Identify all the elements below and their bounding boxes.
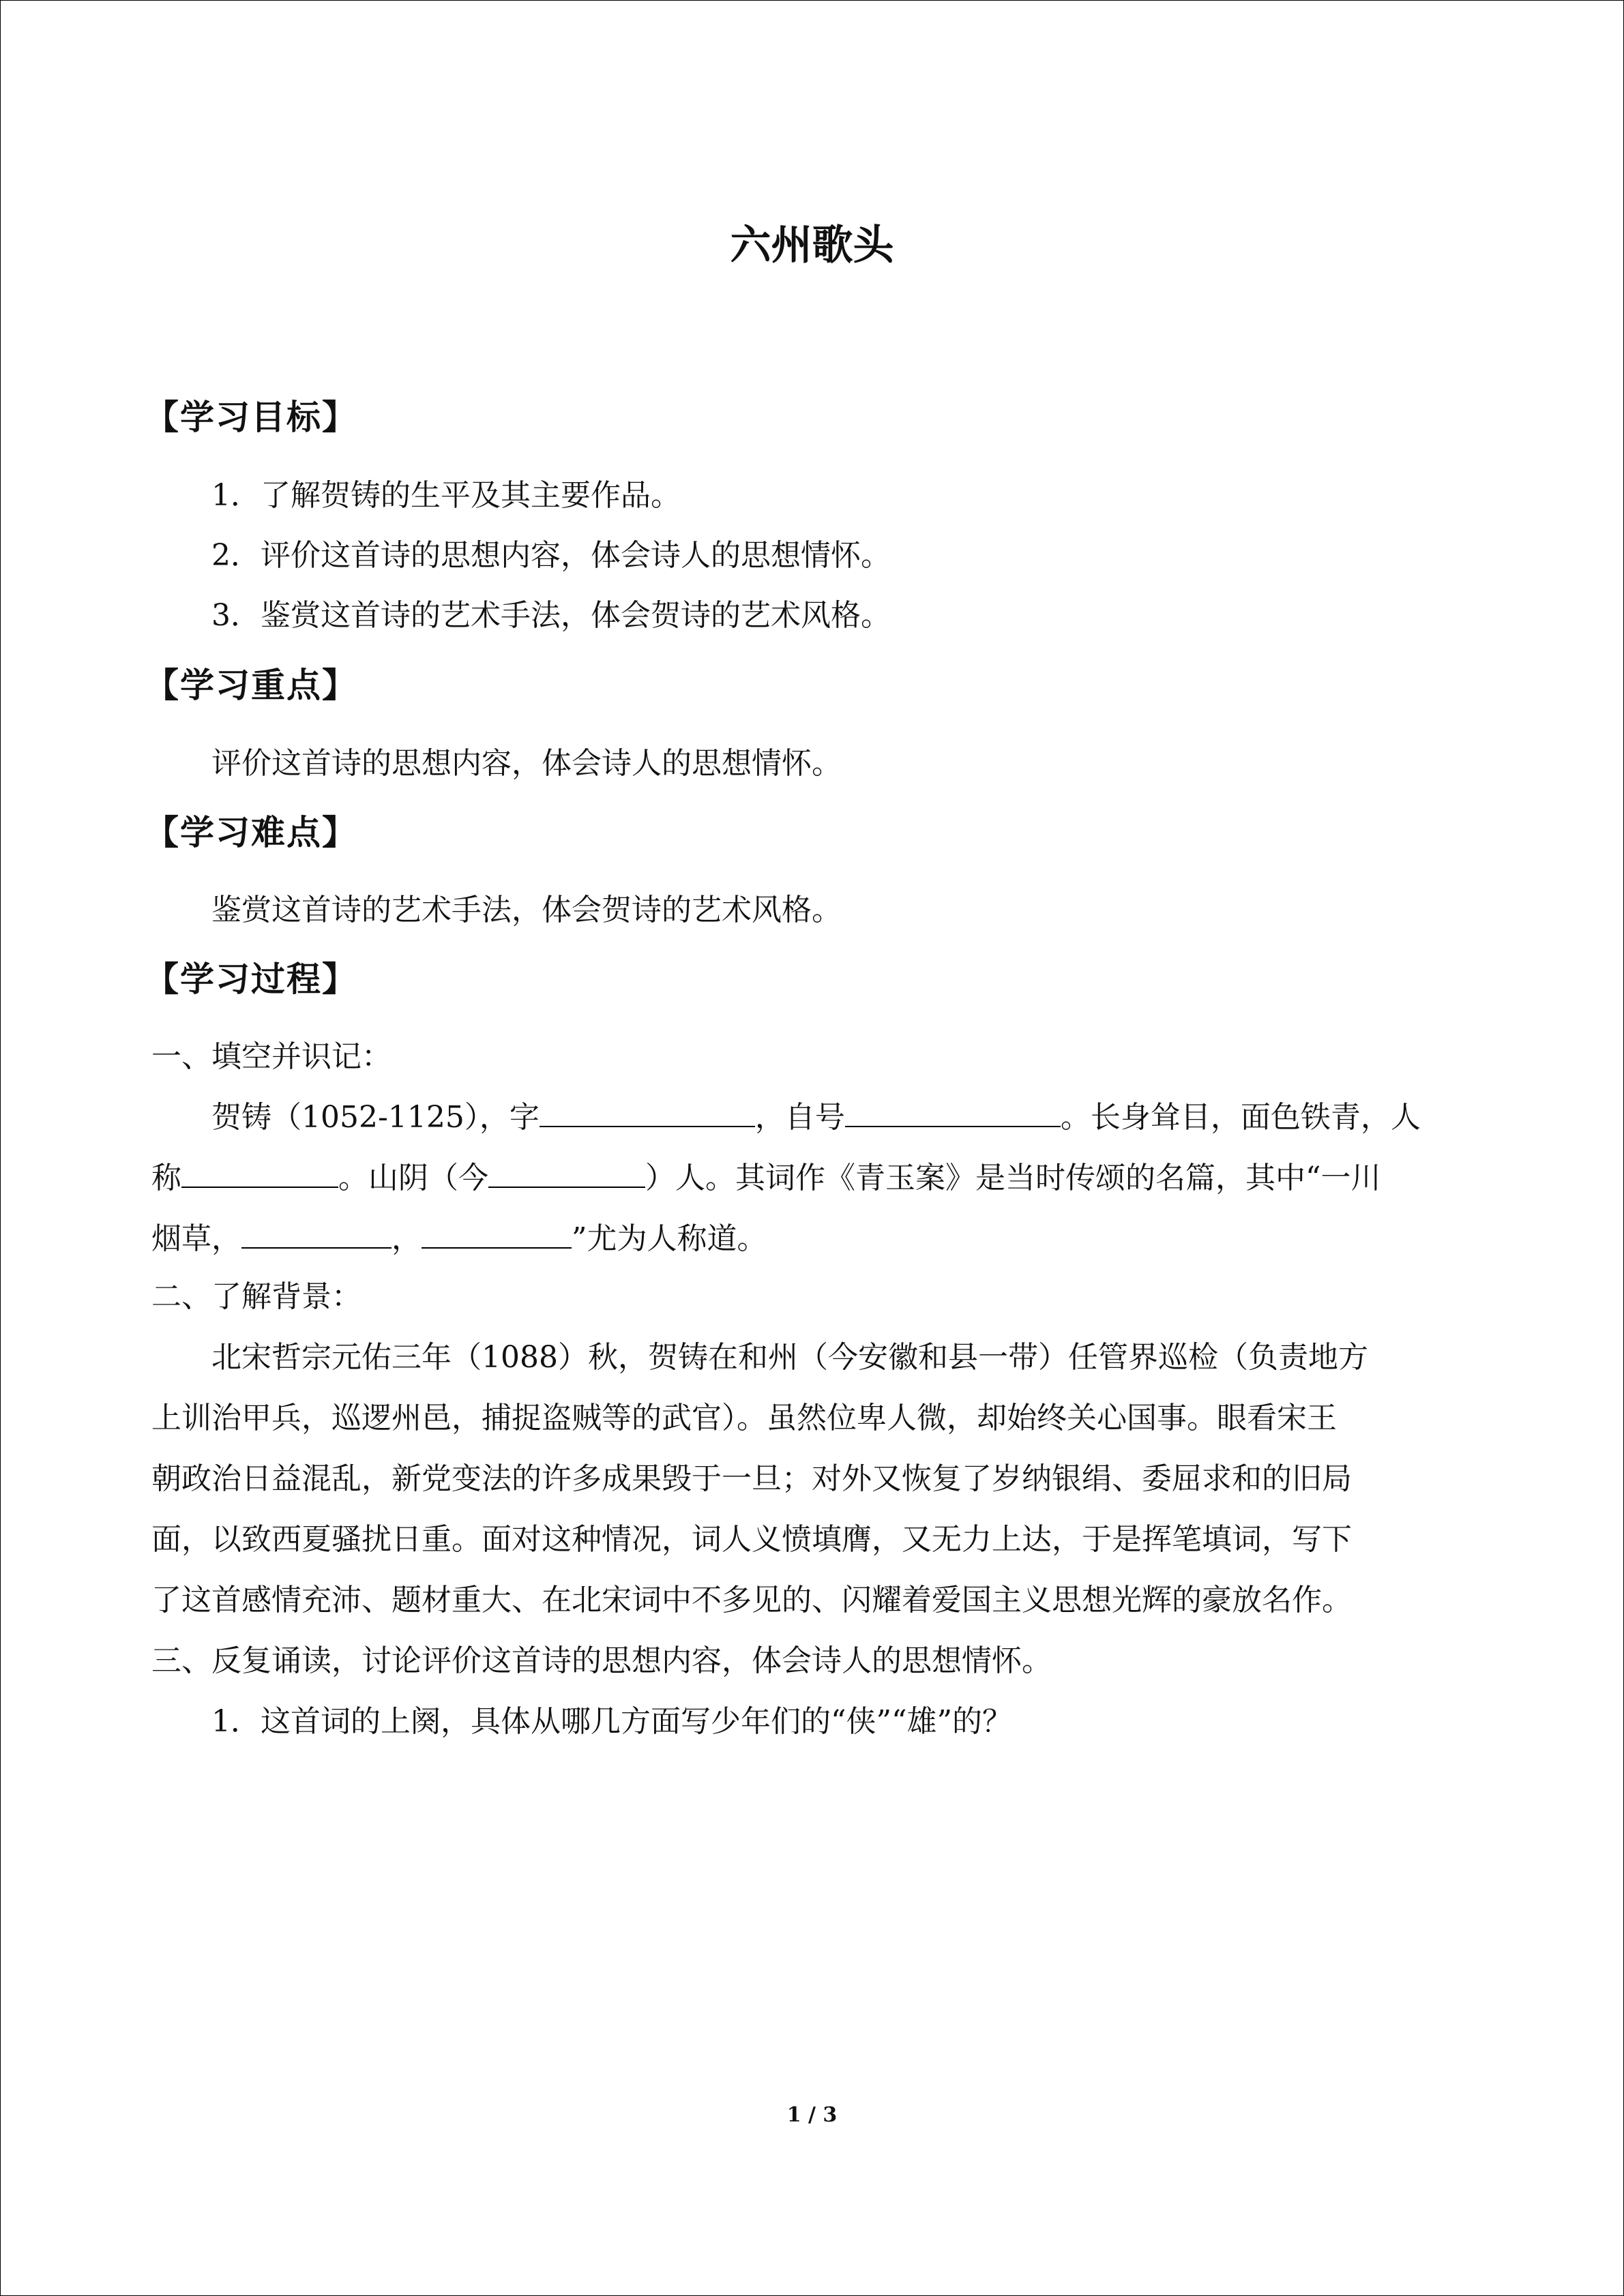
fill-text: ）人。其词作《青玉案》是当时传颂的名篇，其中“一川 (645, 1161, 1381, 1195)
fill-text: 烟草， (151, 1221, 241, 1256)
heading-goals: 【学习目标】 (145, 398, 357, 437)
fill-line-2 (151, 1155, 1381, 1199)
section2-heading: 二、了解背景： (151, 1279, 361, 1314)
fill-blank-courtesy-name[interactable] (540, 1094, 755, 1127)
background-line: 了这首感情充沛、题材重大、在北宋词中不多见的、闪耀着爱国主义思想光辉的豪放名作。 (151, 1583, 1352, 1617)
fill-blank-pen-name[interactable] (845, 1094, 1061, 1127)
heading-process: 【学习过程】 (145, 959, 357, 999)
background-line: 上训治甲兵，巡逻州邑，捕捉盗贼等的武官）。虽然位卑人微，却始终关心国事。眼看宋王 (151, 1401, 1337, 1435)
question-1: 1．这首词的上阕，具体从哪几方面写少年们的“侠”“雄”的？ (211, 1704, 1012, 1739)
fill-text: 。长身耸目，面色铁青，人 (1060, 1100, 1421, 1135)
background-line: 北宋哲宗元佑三年（1088）秋，贺铸在和州（今安徽和县一带）任管界巡检（负责地方 (211, 1340, 1368, 1375)
page-title: 六州歌头 (730, 222, 894, 269)
goal-item: 3．鉴赏这首诗的艺术手法，体会贺诗的艺术风格。 (211, 598, 891, 633)
section1-heading: 一、填空并识记： (151, 1039, 392, 1074)
fill-text: 。山阴（今 (338, 1161, 488, 1195)
fill-text: 贺铸（1052-1125），字 (211, 1100, 540, 1135)
heading-difficulty: 【学习难点】 (145, 813, 357, 852)
heading-focus: 【学习重点】 (145, 666, 357, 705)
fill-text: ”尤为人称道。 (572, 1221, 767, 1256)
fill-text: ，自号 (754, 1100, 845, 1135)
fill-text: 称 (151, 1161, 181, 1195)
fill-blank-verse-1[interactable] (241, 1216, 392, 1249)
difficulty-text: 鉴赏这首诗的艺术手法，体会贺诗的艺术风格。 (211, 893, 842, 927)
fill-blank-hometown[interactable] (488, 1155, 645, 1188)
fill-blank-verse-2[interactable] (422, 1216, 572, 1249)
goal-item: 2．评价这首诗的思想内容，体会诗人的思想情怀。 (211, 538, 891, 573)
focus-text: 评价这首诗的思想内容，体会诗人的思想情怀。 (211, 746, 842, 781)
fill-text: ， (392, 1221, 422, 1256)
section3-heading: 三、反复诵读，讨论评价这首诗的思想内容，体会诗人的思想情怀。 (151, 1643, 1052, 1678)
background-line: 面，以致西夏骚扰日重。面对这种情况，词人义愤填膺，又无力上达，于是挥笔填词，写下 (151, 1522, 1352, 1557)
page-number: 1 / 3 (786, 2103, 838, 2127)
background-line: 朝政治日益混乱，新党变法的许多成果毁于一旦；对外又恢复了岁纳银绢、委屈求和的旧局 (151, 1461, 1352, 1496)
fill-line-1 (211, 1094, 1421, 1138)
fill-blank-nickname[interactable] (181, 1155, 338, 1188)
fill-line-3 (151, 1216, 767, 1259)
goal-item: 1．了解贺铸的生平及其主要作品。 (211, 478, 681, 513)
